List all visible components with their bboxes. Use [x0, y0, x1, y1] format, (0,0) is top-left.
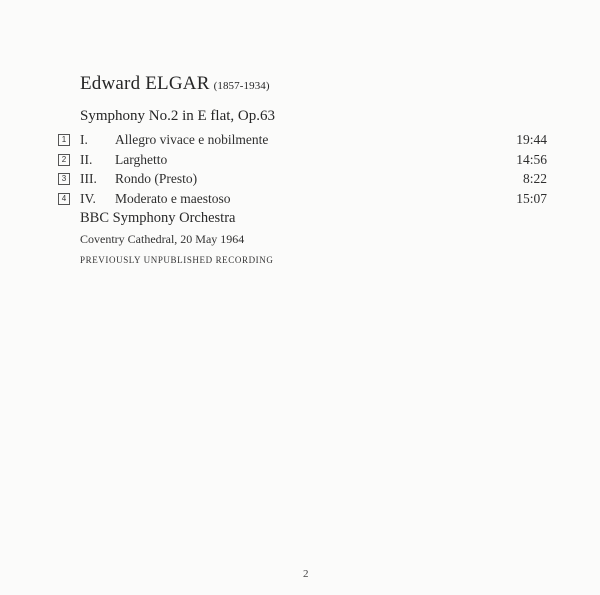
composer-name: Edward ELGAR — [80, 73, 210, 94]
performer-name: BBC Symphony Orchestra — [80, 210, 236, 226]
movement-title: Larghetto — [115, 151, 168, 167]
movement-numeral: III. — [80, 171, 97, 187]
composer-dates: (1857-1934) — [213, 80, 270, 92]
recording-note: PREVIOUSLY UNPUBLISHED RECORDING — [80, 255, 274, 265]
track-list — [58, 130, 547, 209]
movement-numeral: IV. — [80, 191, 96, 207]
page-number: 2 — [303, 568, 309, 580]
track-number-box: 2 — [58, 154, 70, 166]
work-title: Symphony No.2 in E flat, Op.63 — [80, 108, 275, 124]
track-row — [58, 169, 547, 189]
movement-numeral: I. — [80, 132, 88, 147]
track-number-box: 4 — [58, 193, 70, 205]
composer-heading — [80, 73, 270, 95]
track-number-box: 3 — [58, 173, 70, 185]
track-duration: 19:44 — [516, 132, 547, 147]
movement-title: Rondo (Presto) — [115, 171, 198, 187]
movement-title: Allegro vivace e nobilmente — [115, 132, 269, 147]
track-row — [58, 150, 547, 170]
movement-title: Moderato e maestoso — [115, 191, 231, 207]
track-number-box: 1 — [58, 134, 70, 146]
recording-venue-date: Coventry Cathedral, 20 May 1964 — [80, 232, 245, 246]
track-row — [58, 189, 547, 209]
track-row — [58, 130, 547, 150]
track-duration: 14:56 — [516, 151, 547, 167]
movement-numeral: II. — [80, 151, 93, 167]
track-duration: 8:22 — [522, 171, 547, 187]
track-duration: 15:07 — [516, 191, 547, 207]
